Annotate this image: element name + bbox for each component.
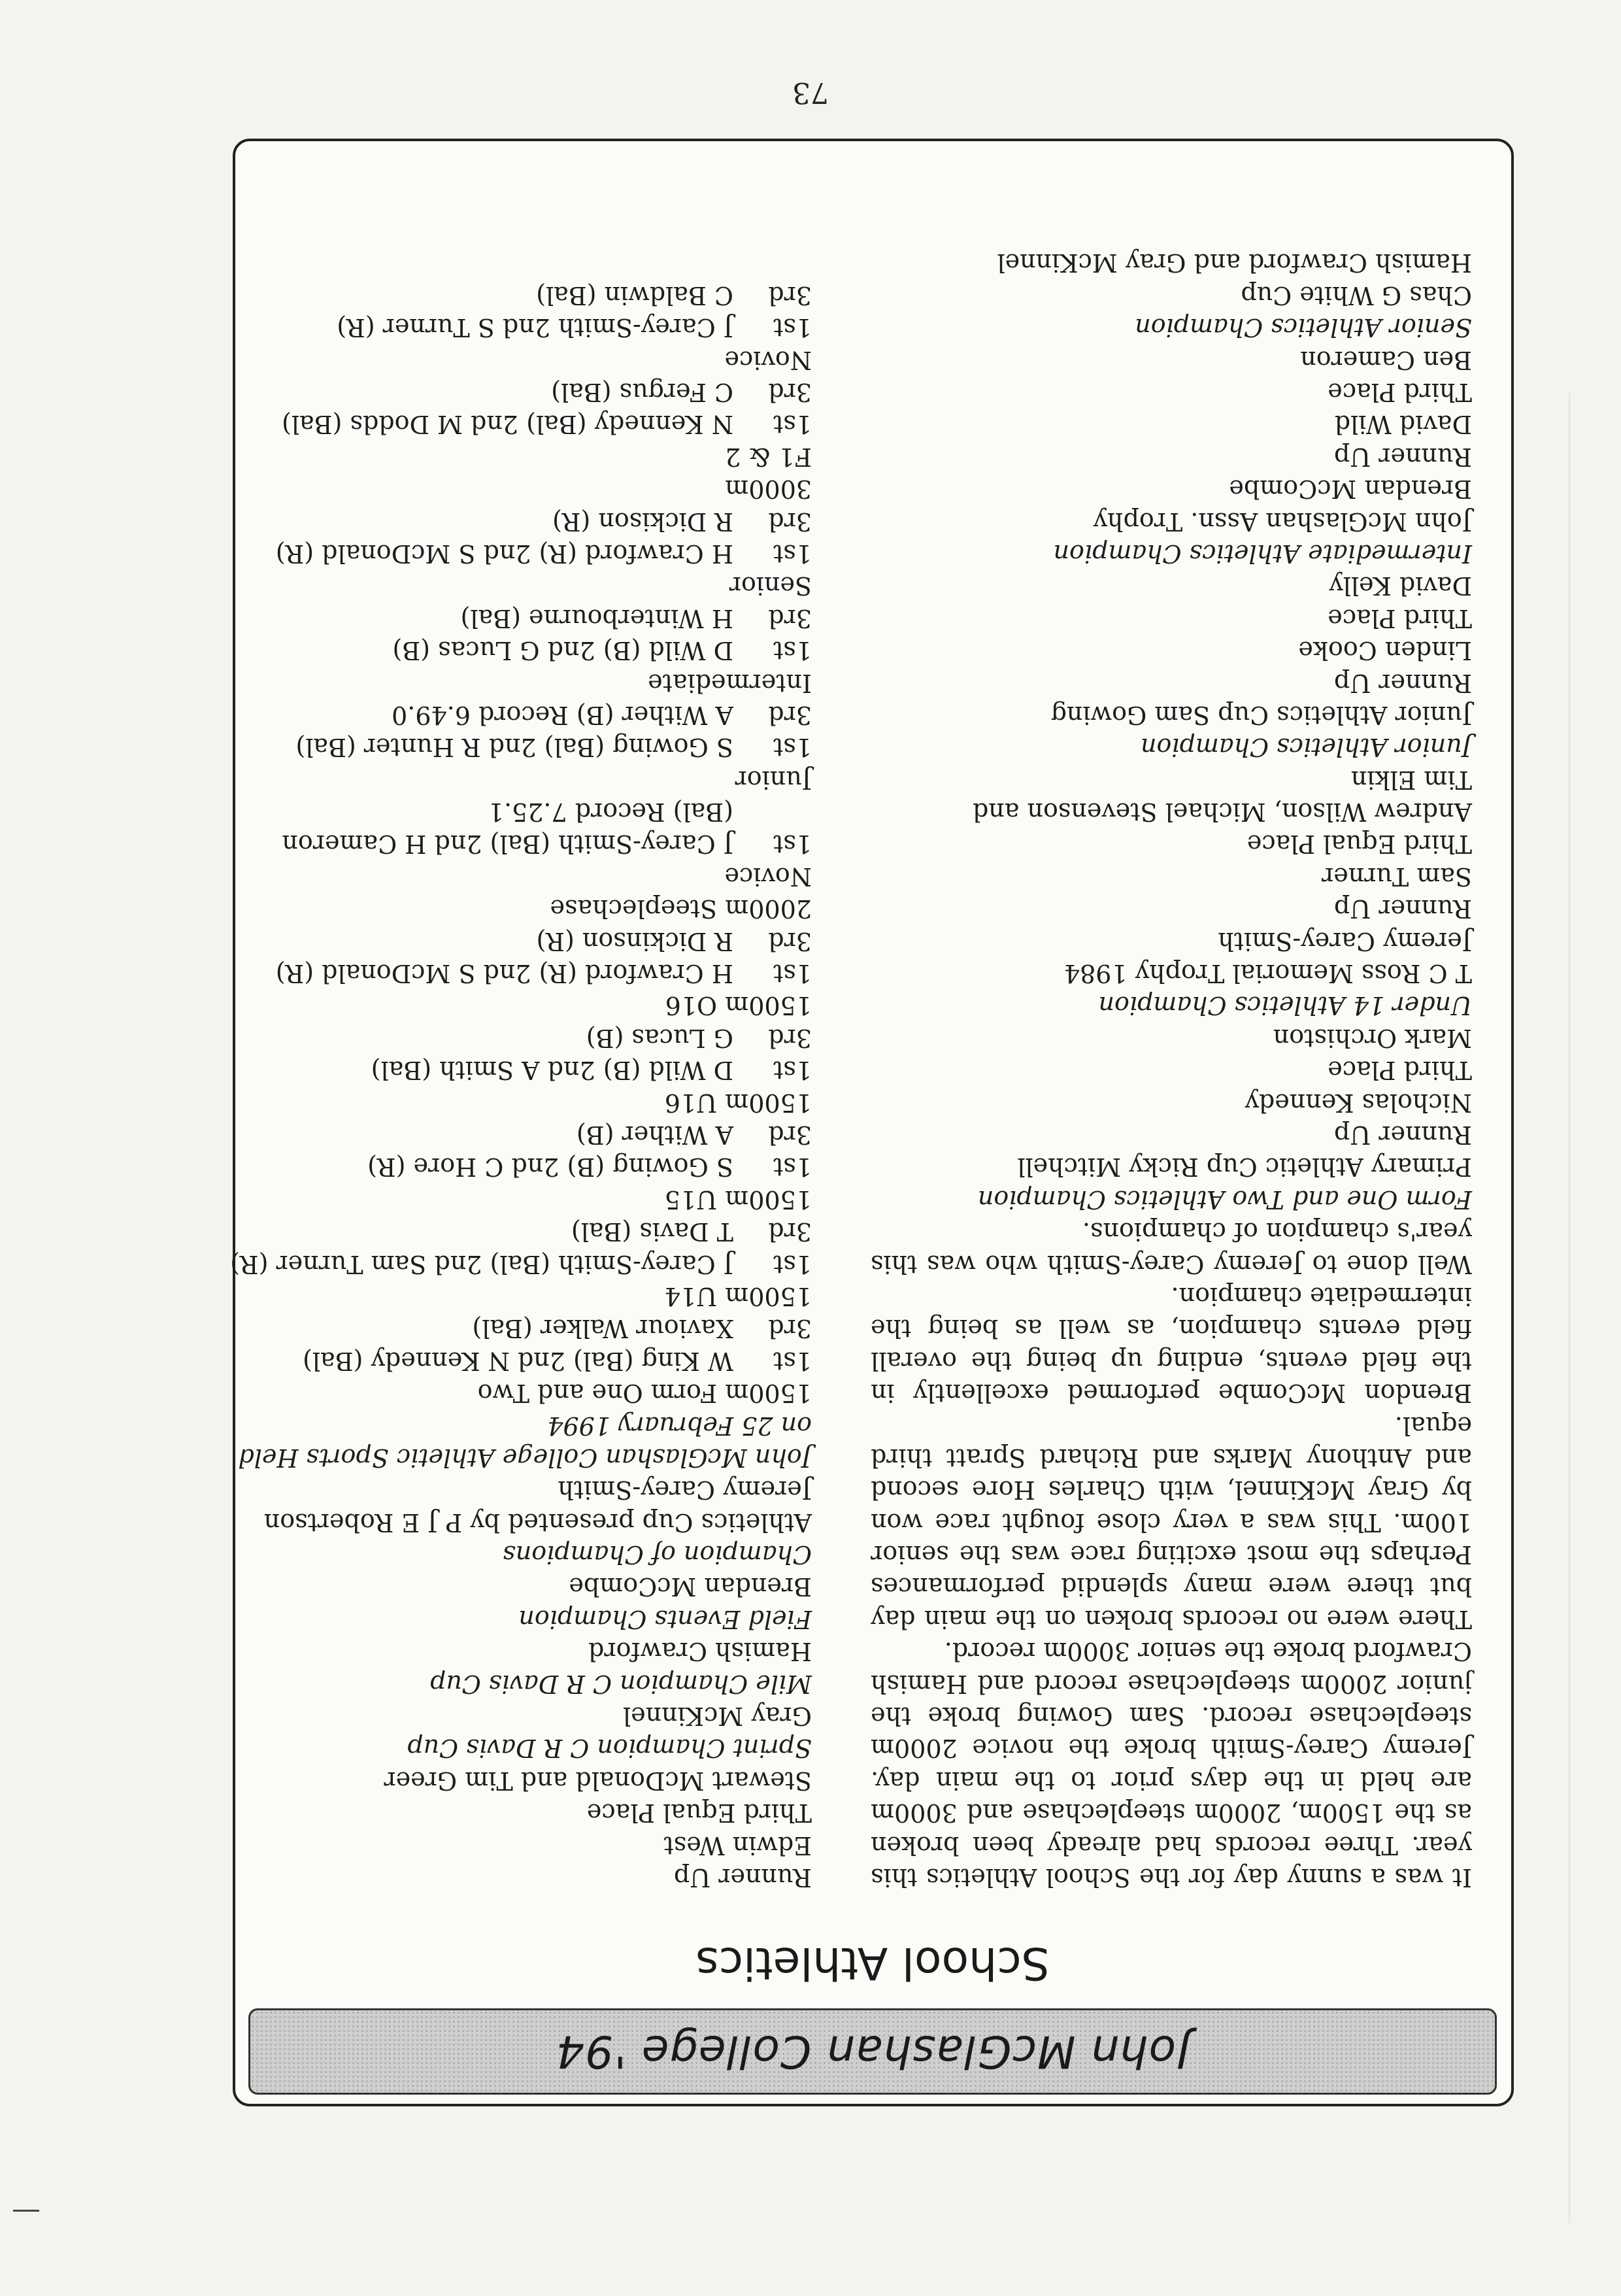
word: done <box>1346 1249 1409 1279</box>
text-line <box>210 1247 812 1279</box>
word: 100m. <box>1393 1508 1472 1537</box>
word: record. <box>1201 1702 1293 1731</box>
word: up <box>1111 1346 1143 1376</box>
word: 2000m <box>1300 1669 1388 1698</box>
word: as <box>1444 1798 1472 1828</box>
text-line: Linden Cooke <box>1298 636 1472 666</box>
text-line: Sprint Champion C R Davis Cup <box>407 1734 812 1763</box>
text-line <box>210 796 812 828</box>
word: Perhaps <box>1370 1540 1472 1570</box>
result-text: D Wild (B) 2nd G Lucas (B) <box>392 636 733 666</box>
text-line: on 25 February 1994 <box>547 1411 812 1440</box>
word: champion, <box>1171 1314 1302 1343</box>
word: Richard <box>1039 1443 1139 1472</box>
result-text: R Dickison (R) <box>552 507 733 536</box>
word: on <box>1044 1604 1077 1634</box>
placing: 1st <box>773 830 812 859</box>
text-line: 1500m U16 <box>664 1088 812 1117</box>
word: 2000m <box>1194 1798 1282 1828</box>
text-line: year's champion of champions. <box>1082 1217 1472 1247</box>
word: junior <box>1397 1669 1472 1698</box>
text-line: Brendan McCombe <box>1229 475 1472 504</box>
word: the <box>960 1540 1001 1570</box>
text-line <box>871 1829 1472 1861</box>
text-line: Senior Athletics Champion <box>1135 313 1472 343</box>
result-text: J Carey-Smith (Bal) 2nd H Cameron <box>282 830 733 859</box>
text-line: equal. <box>1394 1411 1472 1440</box>
word: year. <box>1411 1831 1472 1860</box>
placing: 1st <box>773 1153 812 1182</box>
word: sunny <box>1287 1863 1362 1892</box>
text-line <box>210 408 812 440</box>
text-line: Champion of Champions <box>503 1540 812 1570</box>
text-line <box>210 376 812 408</box>
banner-title: John McGlashan College '94 <box>555 2025 1190 2078</box>
text-line <box>210 828 812 860</box>
word: no <box>1286 1604 1318 1634</box>
word: and <box>1152 1443 1199 1472</box>
word: held <box>1360 1766 1415 1795</box>
text-line: John McGlashan Assn. Trophy <box>1093 507 1472 536</box>
text-line: Junior Athletics Cup Sam Gowing <box>1050 700 1472 730</box>
word: Charles <box>1048 1476 1146 1505</box>
text-line <box>871 1797 1472 1829</box>
text-line: Novice <box>724 345 812 375</box>
word: Gowing <box>1016 1702 1113 1731</box>
word: performed <box>1067 1379 1200 1408</box>
word: second <box>871 1476 959 1505</box>
word: was <box>927 1249 976 1279</box>
word: field <box>1362 1346 1417 1376</box>
word: excellently <box>912 1379 1049 1408</box>
result-text: T Davis (Bal) <box>571 1217 733 1247</box>
word: the <box>971 1346 1012 1376</box>
text-line: Brendan McCombe <box>569 1572 812 1602</box>
placing: 1st <box>773 410 812 439</box>
word: being <box>1026 1346 1097 1376</box>
text-line: Edwin West <box>663 1831 812 1860</box>
word: who <box>985 1249 1038 1279</box>
text-line <box>210 601 812 633</box>
word: Marks <box>1212 1443 1293 1472</box>
result-text: C Baldwin (Bal) <box>536 280 733 310</box>
placing: 3rd <box>768 1121 812 1150</box>
text-line: David Wild <box>1334 410 1472 439</box>
placing: 3rd <box>768 926 812 956</box>
word: was <box>1011 1540 1060 1570</box>
result-text: J Carey-Smith 2nd S Turner (R) <box>337 313 733 343</box>
word: are <box>1430 1766 1472 1795</box>
word: the <box>871 1314 912 1343</box>
text-line: T C Ross Memorial Trophy 1984 <box>1063 959 1472 988</box>
word: was <box>1394 1863 1444 1892</box>
result-text: W King (Bal) 2nd N Kennedy (Bal) <box>303 1346 733 1376</box>
word: records <box>1182 1604 1278 1634</box>
text-line: Third Equal Place <box>1246 830 1472 859</box>
word: had <box>1154 1831 1202 1860</box>
word: and <box>1425 1443 1472 1472</box>
text-line: John McGlashan College Athletic Sports Held <box>238 1443 812 1472</box>
word: senior <box>871 1540 949 1570</box>
word: performances <box>871 1572 1045 1602</box>
text-line <box>210 957 812 989</box>
word: the <box>1431 1346 1472 1376</box>
text-line <box>871 1506 1472 1538</box>
text-line <box>871 1700 1472 1732</box>
word: were <box>1326 1604 1390 1634</box>
text-line: Sam Turner <box>1322 862 1472 891</box>
result-text: J Carey-Smith (Bal) 2nd Sam Turner (R) <box>230 1249 733 1279</box>
text-line <box>210 1119 812 1151</box>
text-line: Runner Up <box>1333 1121 1472 1150</box>
text-line: Junior <box>735 765 812 794</box>
word: been <box>972 1831 1034 1860</box>
word: being <box>927 1314 999 1343</box>
word: a <box>1239 1508 1255 1537</box>
text-line: Chas G White Cup <box>1241 280 1472 310</box>
word: to <box>1071 1766 1096 1795</box>
word: splendid <box>1061 1572 1168 1602</box>
word: Carey-Smith <box>1046 1249 1205 1279</box>
text-line: intermediate champion. <box>1171 1281 1472 1311</box>
word: won <box>871 1508 923 1537</box>
word: race <box>1070 1540 1126 1570</box>
word: the <box>1263 1766 1305 1795</box>
word: broken <box>871 1831 960 1860</box>
text-line: Hamish Crawford <box>588 1637 812 1666</box>
placing: 1st <box>773 1346 812 1376</box>
placing: 1st <box>773 636 812 666</box>
word: the <box>1319 1540 1360 1570</box>
text-line: Intermediate Athletics Champion <box>1053 539 1472 568</box>
text-line <box>871 1764 1472 1796</box>
word: exciting <box>1136 1540 1237 1570</box>
text-line: Form One and Two Athletics Champion <box>977 1185 1472 1214</box>
text-line: Field Events Champion <box>518 1604 812 1634</box>
word: and <box>966 1798 1014 1828</box>
text-line: Mile Champion C R Davis Cup <box>430 1669 812 1698</box>
word: day <box>1233 1863 1278 1892</box>
text-line <box>210 1021 812 1053</box>
word: events <box>1318 1314 1401 1343</box>
word: Three <box>1324 1831 1398 1860</box>
word: fought <box>1002 1508 1085 1537</box>
text-line: Under 14 Athletics Champion <box>1098 991 1472 1021</box>
scan-margin-line <box>1569 392 1570 2223</box>
word: the <box>1394 1798 1435 1828</box>
text-line: Third Place <box>1328 603 1472 633</box>
text-line <box>210 1054 812 1086</box>
word: There <box>1398 1604 1472 1634</box>
word: in <box>1320 1766 1345 1795</box>
banner <box>248 2008 1497 2095</box>
text-line: Jeremy Carey-Smith <box>1218 926 1472 956</box>
word: This <box>1328 1508 1381 1537</box>
text-line: Tim Elkin <box>1350 765 1472 794</box>
text-line: 1500m O16 <box>665 991 812 1021</box>
word: steeplechase <box>1128 1669 1291 1698</box>
word: 2000m <box>871 1734 958 1763</box>
result-text: C Fergus (Bal) <box>551 378 733 407</box>
text-line: Primary Athletic Cup Ricky Mitchell <box>1017 1153 1472 1182</box>
text-line <box>871 1732 1472 1764</box>
word: there <box>1346 1572 1414 1602</box>
word: broke <box>1124 1734 1197 1763</box>
word: steeplechase <box>1022 1798 1186 1828</box>
text-line: Gray McKinnel <box>622 1702 812 1731</box>
text-line <box>871 1538 1472 1570</box>
word: to <box>1312 1249 1337 1279</box>
placing: 1st <box>773 313 812 343</box>
text-line: Runner Up <box>673 1863 812 1892</box>
word: School <box>1045 1863 1131 1892</box>
result-text: N Kennedy (Bal) 2nd M Dodds (Bal) <box>282 410 733 439</box>
result-text: H Winterbourne (Bal) <box>460 603 733 633</box>
word: McCombe <box>1218 1379 1346 1408</box>
text-line <box>210 1151 812 1183</box>
text-line: 2000m Steeplechase <box>550 894 812 924</box>
word: broken <box>1084 1604 1173 1634</box>
word: the <box>1068 1734 1109 1763</box>
result-text: Xaviour Walker (Bal) <box>472 1314 733 1343</box>
text-line <box>210 1215 812 1247</box>
word: Spratt <box>946 1443 1026 1472</box>
word: Hamish <box>871 1669 967 1698</box>
word: the <box>1014 1766 1055 1795</box>
word: as <box>1127 1314 1155 1343</box>
text-line <box>210 731 812 763</box>
word: record <box>1034 1669 1118 1698</box>
word: novice <box>972 1734 1054 1763</box>
text-line <box>210 505 812 537</box>
text-line: Third Equal Place <box>586 1798 812 1828</box>
result-text: R Dickinson (R) <box>536 926 733 956</box>
text-line <box>210 279 812 311</box>
word: this <box>871 1249 918 1279</box>
text-line: Stewart McDonald and Tim Greer <box>384 1766 812 1795</box>
word: steeplechase <box>1309 1702 1472 1731</box>
word: well <box>1058 1314 1111 1343</box>
left-column <box>871 246 1472 1893</box>
text-line <box>871 1247 1472 1279</box>
placing: 1st <box>773 1249 812 1279</box>
text-line <box>210 1312 812 1344</box>
text-line: Third Place <box>1328 378 1472 407</box>
right-column <box>210 279 812 1893</box>
word: Jeremy <box>1383 1734 1472 1763</box>
text-line: 1500m Form One and Two <box>477 1379 812 1408</box>
word: Anthony <box>1306 1443 1412 1472</box>
text-line: Junior Athletics Champion <box>1141 733 1472 762</box>
word: records <box>1214 1831 1311 1860</box>
word: close <box>1096 1508 1161 1537</box>
result-text: (Bal) Record 7.25.1 <box>488 798 733 827</box>
text-line: Senior <box>729 571 812 601</box>
text-line: 1500m U14 <box>664 1281 812 1311</box>
result-text: S Gowing (B) 2nd C Hore (R) <box>367 1153 733 1182</box>
text-line <box>871 1442 1472 1474</box>
text-line <box>871 1377 1472 1409</box>
word: most <box>1247 1540 1309 1570</box>
page-title: School Athletics <box>695 1937 1050 1989</box>
text-line: David Kelly <box>1329 571 1472 601</box>
text-line: Runner Up <box>1333 668 1472 698</box>
text-line <box>210 1344 812 1376</box>
placing: 3rd <box>768 1023 812 1053</box>
word: Gray <box>1368 1476 1429 1505</box>
text-line <box>210 311 812 343</box>
word: Jeremy <box>1214 1249 1303 1279</box>
placing: 3rd <box>768 280 812 310</box>
word: 1500m, <box>1290 1798 1386 1828</box>
word: race <box>935 1508 991 1537</box>
word: as <box>1014 1314 1043 1343</box>
result-text: H Crawford (R) 2nd S McDonald (R) <box>275 959 733 988</box>
word: day <box>871 1604 916 1634</box>
word: for <box>1188 1863 1225 1892</box>
text-line <box>210 924 812 956</box>
text-line: Third Place <box>1328 1056 1472 1085</box>
placing: 3rd <box>768 1314 812 1343</box>
placing: 3rd <box>768 700 812 730</box>
word: were <box>1268 1572 1331 1602</box>
result-text: S Gowing (Bal) 2nd R Hunter (Bal) <box>295 733 733 762</box>
placing: 3rd <box>768 378 812 407</box>
text-line: Jeremy Carey-Smith <box>558 1476 812 1505</box>
result-text: G Lucas (B) <box>586 1023 733 1053</box>
text-line <box>871 1861 1472 1893</box>
word: Athletics <box>926 1863 1037 1892</box>
placing: 1st <box>773 959 812 988</box>
text-line <box>210 634 812 666</box>
word: main <box>935 1766 999 1795</box>
word: the <box>995 1604 1037 1634</box>
word: events, <box>1258 1346 1348 1376</box>
word: a <box>1371 1863 1386 1892</box>
placing: 3rd <box>768 1217 812 1247</box>
word: overall <box>871 1346 958 1376</box>
word: by <box>1442 1476 1472 1505</box>
word: was <box>1267 1508 1316 1537</box>
word: broke <box>927 1702 1001 1731</box>
result-text: H Crawford (R) 2nd S McDonald (R) <box>275 539 733 568</box>
word: with <box>1158 1476 1214 1505</box>
text-line: Mark Orchiston <box>1273 1023 1472 1053</box>
word: in <box>871 1379 895 1408</box>
word: but <box>1429 1572 1472 1602</box>
text-line: Andrew Wilson, Michael Stevenson and <box>972 798 1472 827</box>
placing: 3rd <box>768 603 812 633</box>
word: Well <box>1418 1249 1472 1279</box>
word: Sam <box>1129 1702 1185 1731</box>
text-line <box>210 537 812 569</box>
text-line: 1500m U15 <box>664 1185 812 1214</box>
scan-mark <box>13 2210 39 2212</box>
text-line: Intermediate <box>648 668 812 698</box>
word: ending <box>1157 1346 1244 1376</box>
text-line: Runner Up <box>1333 894 1472 924</box>
text-line: Ben Cameron <box>1300 345 1472 375</box>
text-line: 3000m <box>725 475 812 504</box>
word: field <box>1416 1314 1472 1343</box>
result-text: A Wither (B) Record 6.49.0 <box>392 700 733 730</box>
text-line <box>871 1667 1472 1699</box>
text-line: Athletics Cup presented by P J E Robertson <box>263 1508 812 1537</box>
word: prior <box>1111 1766 1175 1795</box>
text-line <box>871 1344 1472 1376</box>
word: It <box>1452 1863 1472 1892</box>
word: this <box>871 1863 918 1892</box>
result-text: A Wither (B) <box>576 1121 733 1150</box>
text-line: Runner Up <box>1333 442 1472 471</box>
word: the <box>871 1702 912 1731</box>
placing: 3rd <box>768 507 812 536</box>
word: third <box>871 1443 933 1472</box>
text-line <box>871 1312 1472 1344</box>
word: already <box>1047 1831 1142 1860</box>
word: Carey-Smith <box>1211 1734 1369 1763</box>
placing: 1st <box>773 1056 812 1085</box>
word: day. <box>871 1766 920 1795</box>
text-line <box>871 1570 1472 1602</box>
text-line <box>871 1474 1472 1506</box>
text-line: Nicholas Kennedy <box>1245 1088 1472 1117</box>
text-line: Crawford broke the senior 3000m record. <box>944 1637 1472 1666</box>
word: Hore <box>972 1476 1035 1505</box>
page-number: 73 <box>792 76 829 109</box>
word: the <box>1139 1863 1180 1892</box>
word: many <box>1184 1572 1252 1602</box>
text-line: F1 & 2 <box>725 442 812 471</box>
result-text: D Wild (B) 2nd A Smith (Bal) <box>371 1056 733 1085</box>
word: Brendon <box>1364 1379 1472 1408</box>
text-line: Hamish Crawford and Gray McKinnel <box>997 248 1472 278</box>
placing: 1st <box>773 733 812 762</box>
word: 3000m <box>871 1798 958 1828</box>
word: and <box>977 1669 1024 1698</box>
placing: 1st <box>773 539 812 568</box>
text-line: Novice <box>724 862 812 891</box>
word: days <box>1190 1766 1248 1795</box>
word: McKinnel, <box>1226 1476 1356 1505</box>
word: very <box>1173 1508 1228 1537</box>
word: main <box>924 1604 987 1634</box>
text-line <box>210 699 812 731</box>
text-line <box>871 1602 1472 1634</box>
